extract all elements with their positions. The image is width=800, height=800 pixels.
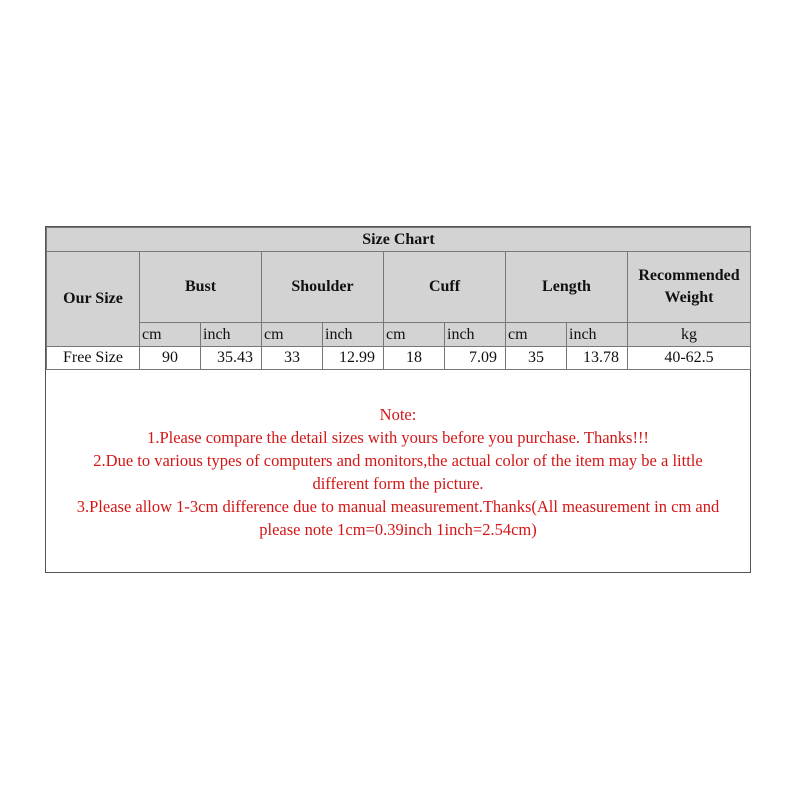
note-line-1: 1.Please compare the detail sizes with yours before you purchase. Thanks!!! xyxy=(147,428,649,447)
unit-shoulder-cm: cm xyxy=(262,323,323,347)
note-block xyxy=(46,403,750,541)
unit-length-cm: cm xyxy=(506,323,567,347)
cell-bust-cm: 90 xyxy=(140,347,201,370)
cell-shoulder-cm: 33 xyxy=(262,347,323,370)
table-row xyxy=(47,347,751,370)
chart-title: Size Chart xyxy=(47,228,751,252)
note-line-3b: please note 1cm=0.39inch 1inch=2.54cm) xyxy=(259,520,537,539)
size-chart-sheet xyxy=(45,226,751,573)
cell-length-cm: 35 xyxy=(506,347,567,370)
unit-length-inch: inch xyxy=(567,323,628,347)
unit-shoulder-inch: inch xyxy=(323,323,384,347)
header-recommended-weight xyxy=(628,252,751,323)
header-weight-line1: Recommended xyxy=(638,267,740,284)
unit-weight-kg: kg xyxy=(628,323,751,347)
cell-weight: 40-62.5 xyxy=(628,347,751,370)
note-line-2a: 2.Due to various types of computers and monitors,the actual color of the item may be a little xyxy=(93,451,703,470)
header-our-size: Our Size xyxy=(47,252,140,347)
cell-shoulder-inch: 12.99 xyxy=(323,347,384,370)
size-chart-table xyxy=(46,227,751,370)
note-line-3a: 3.Please allow 1-3cm difference due to manual measurement.Thanks(All measurement in cm and xyxy=(76,497,720,516)
cell-cuff-cm: 18 xyxy=(384,347,445,370)
unit-bust-inch: inch xyxy=(201,323,262,347)
unit-bust-cm: cm xyxy=(140,323,201,347)
unit-cuff-cm: cm xyxy=(384,323,445,347)
header-shoulder: Shoulder xyxy=(262,252,384,323)
cell-cuff-inch: 7.09 xyxy=(445,347,506,370)
cell-size: Free Size xyxy=(47,347,140,370)
header-length: Length xyxy=(506,252,628,323)
unit-cuff-inch: inch xyxy=(445,323,506,347)
note-line-2b: different form the picture. xyxy=(312,474,484,493)
cell-length-inch: 13.78 xyxy=(567,347,628,370)
note-heading: Note: xyxy=(379,405,417,424)
header-cuff: Cuff xyxy=(384,252,506,323)
header-weight-line2: Weight xyxy=(664,289,714,306)
header-bust: Bust xyxy=(140,252,262,323)
cell-bust-inch: 35.43 xyxy=(201,347,262,370)
